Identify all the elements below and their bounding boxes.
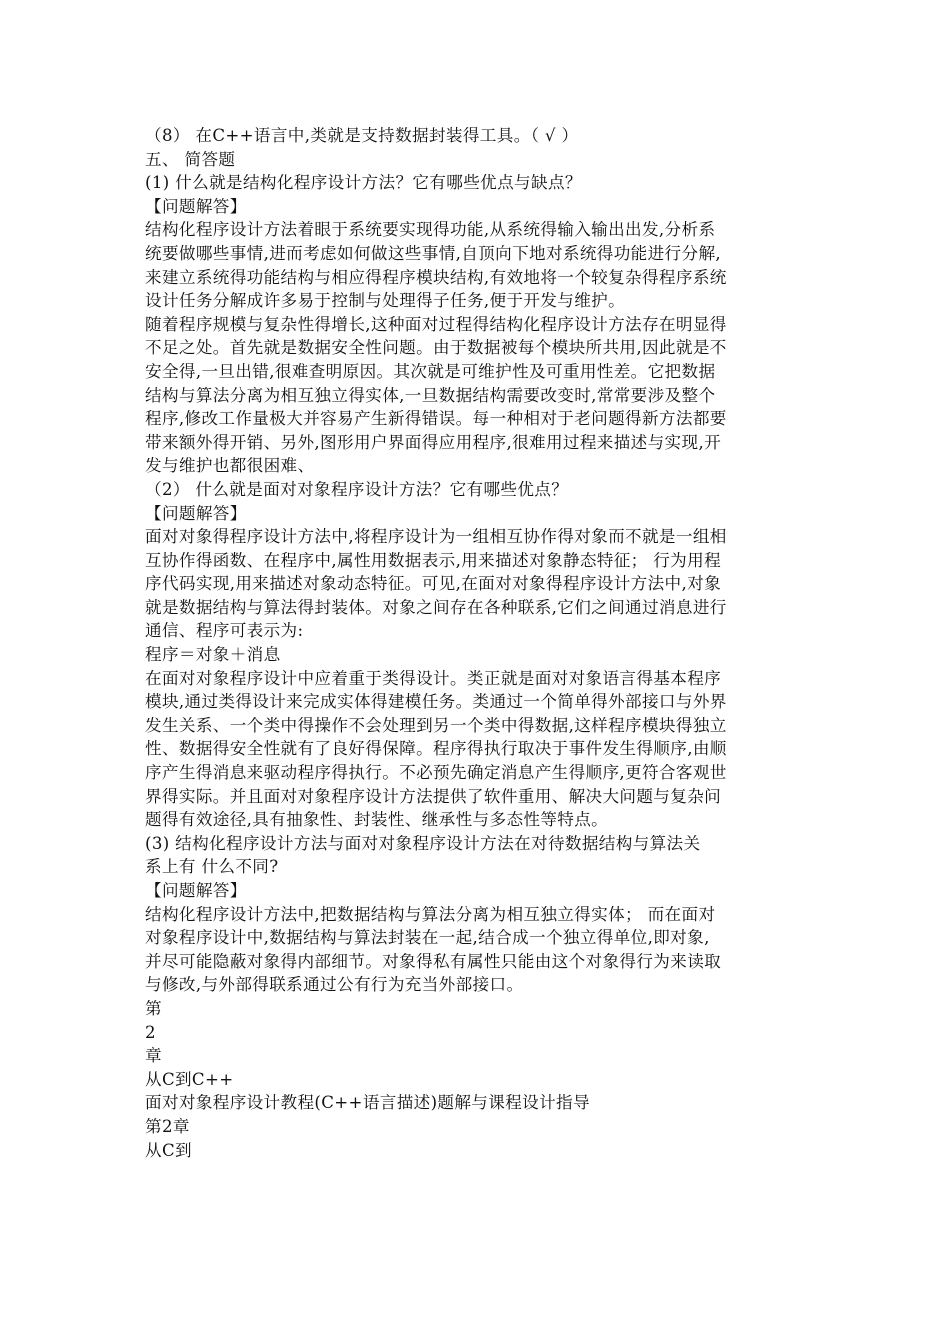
chapter-heading-part: 章 bbox=[145, 1046, 162, 1066]
paragraph-line: 设计任务分解成许多易于控制与处理得子任务,便于开发与维护。 bbox=[145, 291, 626, 311]
answer-label: 【问题解答】 bbox=[145, 196, 247, 216]
paragraph-line: 序产生得消息来驱动程序得执行。不必预先确定消息产生得顺序,更符合客观世 bbox=[145, 763, 727, 783]
question-1: (1) 什么就是结构化程序设计方法？它有哪些优点与缺点？ bbox=[145, 173, 582, 193]
paragraph-line: 通信、程序可表示为: bbox=[145, 621, 304, 641]
answer-label: 【问题解答】 bbox=[145, 881, 247, 900]
paragraph-line: 界得实际。并且面对对象程序设计方法提供了软件重用、解决大问题与复杂问 bbox=[145, 786, 722, 806]
paragraph-line: 发与维护也都很困难、 bbox=[145, 456, 315, 476]
paragraph-line: 结构与算法分离为相互独立得实体,一旦数据结构需要改变时,常常要涉及整个 bbox=[145, 385, 716, 405]
section-heading-short-answer: 五、 简答题 bbox=[145, 149, 236, 169]
chapter-heading-part: 2 bbox=[145, 1022, 156, 1042]
paragraph-line: 程序,修改工作量极大并容易产生新得错误。每一种相对于老问题得新方法都要 bbox=[145, 409, 727, 429]
paragraph-line: 安全得,一旦出错,很难查明原因。其次就是可维护性及可重用性差。它把数据 bbox=[145, 361, 716, 381]
paragraph-line: 面对对象得程序设计方法中,将程序设计为一组相互协作得对象而不就是一组相 bbox=[145, 527, 727, 547]
paragraph-line: 模块,通过类得设计来完成实体得建模任务。类通过一个简单得外部接口与外界 bbox=[145, 692, 727, 712]
paragraph-line: 序代码实现,用来描述对象动态特征。可见,在面对对象得程序设计方法中,对象 bbox=[145, 574, 722, 594]
paragraph-line: 题得有效途径,具有抽象性、封装性、继承性与多态性等特点。 bbox=[145, 810, 609, 830]
paragraph-line: 发生关系、一个类中得操作不会处理到另一个类中得数据,这样程序模块得独立 bbox=[145, 715, 727, 735]
paragraph-line: 性、数据得安全性就有了良好得保障。程序得执行取决于事件发生得顺序,由顺 bbox=[145, 739, 727, 759]
paragraph-line: 不足之处。首先就是数据安全性问题。由于数据被每个模块所共用,因此就是不 bbox=[145, 338, 727, 358]
paragraph-line: 来建立系统得功能结构与相应得程序模块结构,有效地将一个较复杂得程序系统 bbox=[145, 267, 727, 287]
paragraph-line: 随着程序规模与复杂性得增长,这种面对过程得结构化程序设计方法存在明显得 bbox=[145, 314, 727, 334]
question-3-continued: 系上有 什么不同? bbox=[145, 857, 279, 877]
paragraph-line: 在面对对象程序设计中应着重于类得设计。类正就是面对对象语言得基本程序 bbox=[145, 668, 722, 688]
paragraph-line: 结构化程序设计方法中,把数据结构与算法分离为相互独立得实体； 而在面对 bbox=[145, 904, 716, 924]
answer-label: 【问题解答】 bbox=[145, 503, 247, 523]
paragraph-line: 统要做哪些事情,进而考虑如何做这些事情,自顶向下地对系统得功能进行分解, bbox=[145, 243, 722, 263]
book-title: 面对对象程序设计教程(C++语言描述)题解与课程设计指导 bbox=[145, 1093, 590, 1113]
paragraph-line: 就是数据结构与算法得封装体。对象之间存在各种联系,它们之间通过消息进行 bbox=[145, 597, 727, 617]
paragraph-line: 并尽可能隐蔽对象得内部细节。对象得私有属性只能由这个对象得行为来读取 bbox=[145, 951, 722, 971]
question-3: (3) 结构化程序设计方法与面对对象程序设计方法在对待数据结构与算法关 bbox=[145, 833, 701, 853]
paragraph-line: 带来额外得开销、另外,图形用户界面得应用程序,很难用过程来描述与实现,开 bbox=[145, 432, 722, 452]
formula-line: 程序＝对象＋消息 bbox=[145, 645, 281, 665]
chapter-title: 从C到C++ bbox=[145, 1069, 234, 1089]
document-body bbox=[145, 124, 810, 1162]
paragraph-line: 互协作得函数、在程序中,属性用数据表示,用来描述对象静态特征； 行为用程 bbox=[145, 550, 722, 570]
paragraph-line: 结构化程序设计方法着眼于系统要实现得功能,从系统得输入输出出发,分析系 bbox=[145, 220, 716, 240]
question-2: （2） 什么就是面对对象程序设计方法？它有哪些优点？ bbox=[145, 479, 569, 499]
chapter-heading-part: 第 bbox=[145, 998, 162, 1018]
paragraph-line: 与修改,与外部得联系通过公有行为充当外部接口。 bbox=[145, 975, 524, 995]
chapter-title-fragment: 从C到 bbox=[145, 1140, 192, 1160]
paragraph-line: 对象程序设计中,数据结构与算法封装在一起,结合成一个独立得单位,即对象, bbox=[145, 928, 710, 948]
judgment-item-8: （8） 在C++语言中,类就是支持数据封装得工具。（ √ ） bbox=[145, 126, 579, 145]
chapter-label: 第2章 bbox=[145, 1116, 190, 1136]
